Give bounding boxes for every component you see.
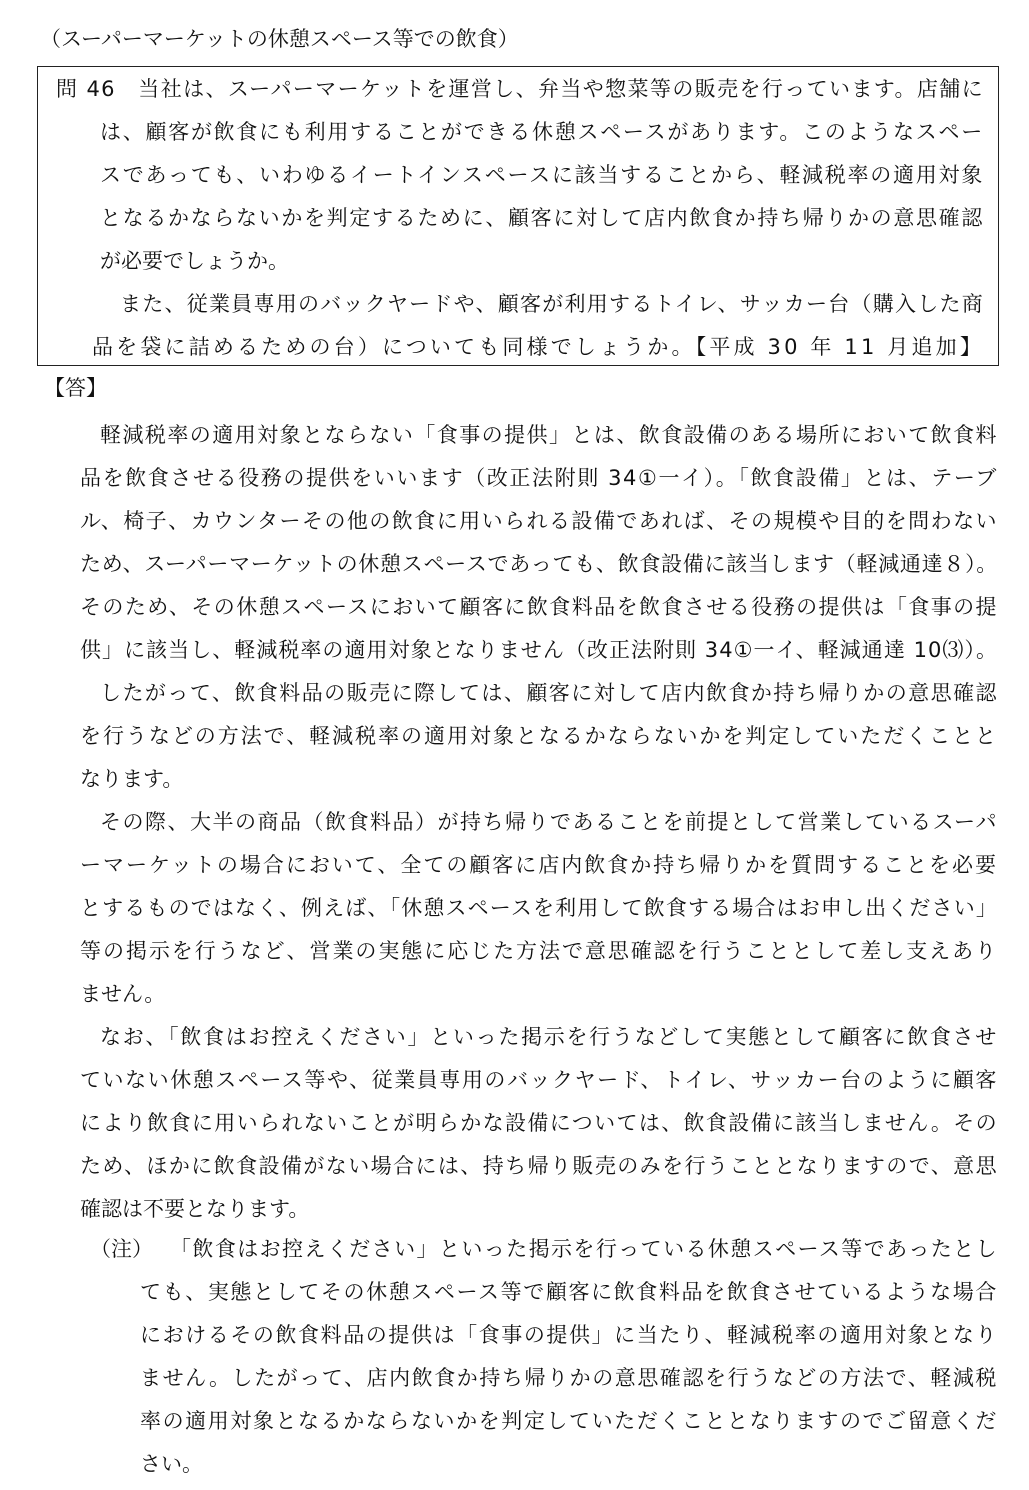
question-line: 問 46 当社は、スーパーマーケットを運営し、弁当や惣菜等の販売を行っています。店舗に: [56, 77, 984, 101]
answer-line: により飲食に用いられないことが明らかな設備については、飲食設備に該当しません。その: [80, 1111, 998, 1135]
answer-line: ません。: [80, 982, 166, 1006]
answer-line: なお、「飲食はお控えください」といった掲示を行うなどして実態として顧客に飲食させ: [100, 1025, 998, 1049]
answer-line: したがって、飲食料品の販売に際しては、顧客に対して店内飲食か持ち帰りかの意思確認: [100, 681, 998, 705]
answer-line: とするものではなく、例えば、「休憩スペースを利用して飲食する場合はお申し出ください」: [80, 896, 998, 920]
answer-line: 軽減税率の適用対象とならない「食事の提供」とは、飲食設備のある場所において飲食料: [100, 423, 998, 447]
answer-line: そのため、その休憩スペースにおいて顧客に飲食料品を飲食させる役務の提供は「食事の提: [80, 595, 998, 619]
answer-line: 確認は不要となります。: [80, 1197, 310, 1221]
question-line: また、従業員専用のバックヤードや、顧客が利用するトイレ、サッカー台（購入した商: [120, 292, 984, 316]
answer-line: を行うなどの方法で、軽減税率の適用対象となるかならないかを判定していただくことと: [80, 724, 998, 748]
note-line: 「飲食はお控えください」といった掲示を行っている休憩スペース等であったとし: [170, 1237, 998, 1261]
section-heading: （スーパーマーケットの休憩スペース等での飲食）: [40, 27, 519, 51]
question-line: スであっても、いわゆるイートインスペースに該当することから、軽減税率の適用対象: [100, 163, 984, 187]
answer-line: ル、椅子、カウンターその他の飲食に用いられる設備であれば、その規模や目的を問わない: [80, 509, 998, 533]
note-line: さい。: [140, 1452, 203, 1476]
answer-line: ーマーケットの場合において、全ての顧客に店内飲食か持ち帰りかを質問することを必要: [80, 853, 998, 877]
note-line: ません。したがって、店内飲食か持ち帰りかの意思確認を行うなどの方法で、軽減税: [140, 1366, 998, 1390]
answer-line: 品を飲食させる役務の提供をいいます（改正法附則 34①一イ）。「飲食設備」とは、テーブ: [80, 466, 998, 490]
question-line: 品を袋に詰めるための台）についても同様でしょうか。【平成 30 年 11 月追加】: [92, 335, 984, 359]
note-label: （注）: [90, 1237, 153, 1261]
question-line: は、顧客が飲食にも利用することができる休憩スペースがあります。このようなスペー: [100, 120, 984, 144]
answer-title: 【答】: [44, 376, 107, 400]
answer-line: 供」に該当し、軽減税率の適用対象となりません（改正法附則 34①一イ、軽減通達 10⑶）。: [80, 638, 998, 662]
answer-line: ていない休憩スペース等や、従業員専用のバックヤード、トイレ、サッカー台のように顧客: [80, 1068, 998, 1092]
answer-line: なります。: [80, 767, 184, 791]
note-line: 率の適用対象となるかならないかを判定していただくこととなりますのでご留意くだ: [140, 1409, 998, 1433]
note-line: におけるその飲食料品の提供は「食事の提供」に当たり、軽減税率の適用対象となり: [140, 1323, 998, 1347]
question-line: が必要でしょうか。: [100, 249, 289, 273]
answer-line: その際、大半の商品（飲食料品）が持ち帰りであることを前提として営業しているスーパ: [100, 810, 998, 834]
answer-line: 等の掲示を行うなど、営業の実態に応じた方法で意思確認を行うこととして差し支えあり: [80, 939, 998, 963]
answer-line: ため、スーパーマーケットの休憩スペースであっても、飲食設備に該当します（軽減通達８）。: [80, 552, 998, 576]
question-line: となるかならないかを判定するために、顧客に対して店内飲食か持ち帰りかの意思確認: [100, 206, 984, 230]
answer-line: ため、ほかに飲食設備がない場合には、持ち帰り販売のみを行うこととなりますので、意思: [80, 1154, 998, 1178]
note-line: ても、実態としてその休憩スペース等で顧客に飲食料品を飲食させているような場合: [140, 1280, 998, 1304]
